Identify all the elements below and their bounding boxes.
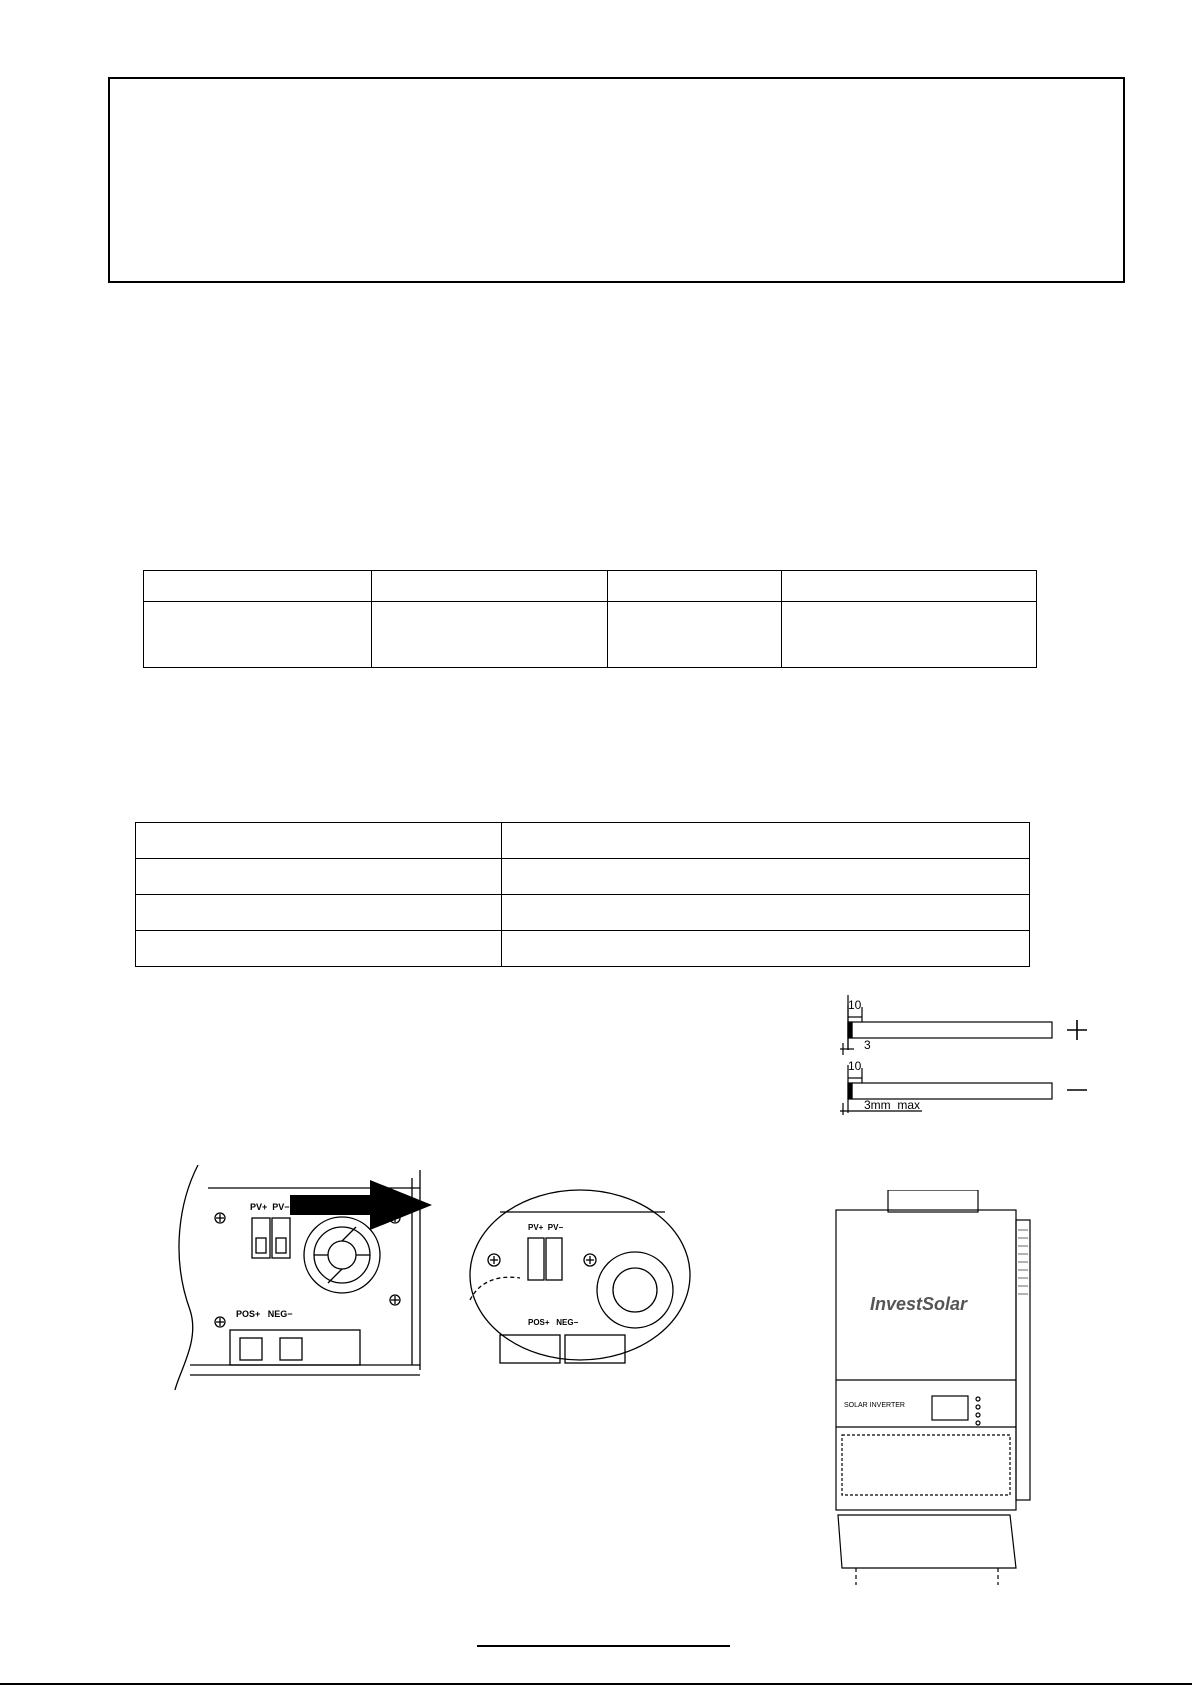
inverter-brand-logo: InvestSolar — [870, 1294, 968, 1314]
cable-spec-table — [143, 570, 1037, 668]
pv-terminal-label: PV+ PV− — [250, 1202, 290, 1212]
table-row — [144, 602, 1037, 668]
inverter-panel-label: SOLAR INVERTER — [844, 1402, 905, 1409]
battery-terminal-label-zoom: POS+ NEG− — [528, 1318, 579, 1327]
inverter-illustration — [830, 1190, 1040, 1585]
strip-gap-label-bottom: 3mm max — [864, 1098, 921, 1112]
table-row — [136, 931, 1030, 967]
table-row — [136, 895, 1030, 931]
wire-strip-diagram — [830, 995, 1100, 1120]
notice-box — [108, 77, 1125, 283]
table-row — [144, 571, 1037, 602]
pv-spec-table — [135, 822, 1030, 967]
strip-gap-label-top: 3 — [864, 1038, 871, 1052]
table-row — [136, 859, 1030, 895]
footer-rule — [477, 1645, 730, 1647]
strip-length-label-bottom: 10 — [848, 1059, 862, 1073]
battery-terminal-label: POS+ NEG− — [236, 1309, 293, 1319]
strip-length-label-top: 10 — [848, 998, 862, 1012]
table-row — [136, 823, 1030, 859]
pv-terminal-illustration — [170, 1160, 700, 1395]
pv-terminal-label-zoom: PV+ PV− — [528, 1223, 564, 1232]
